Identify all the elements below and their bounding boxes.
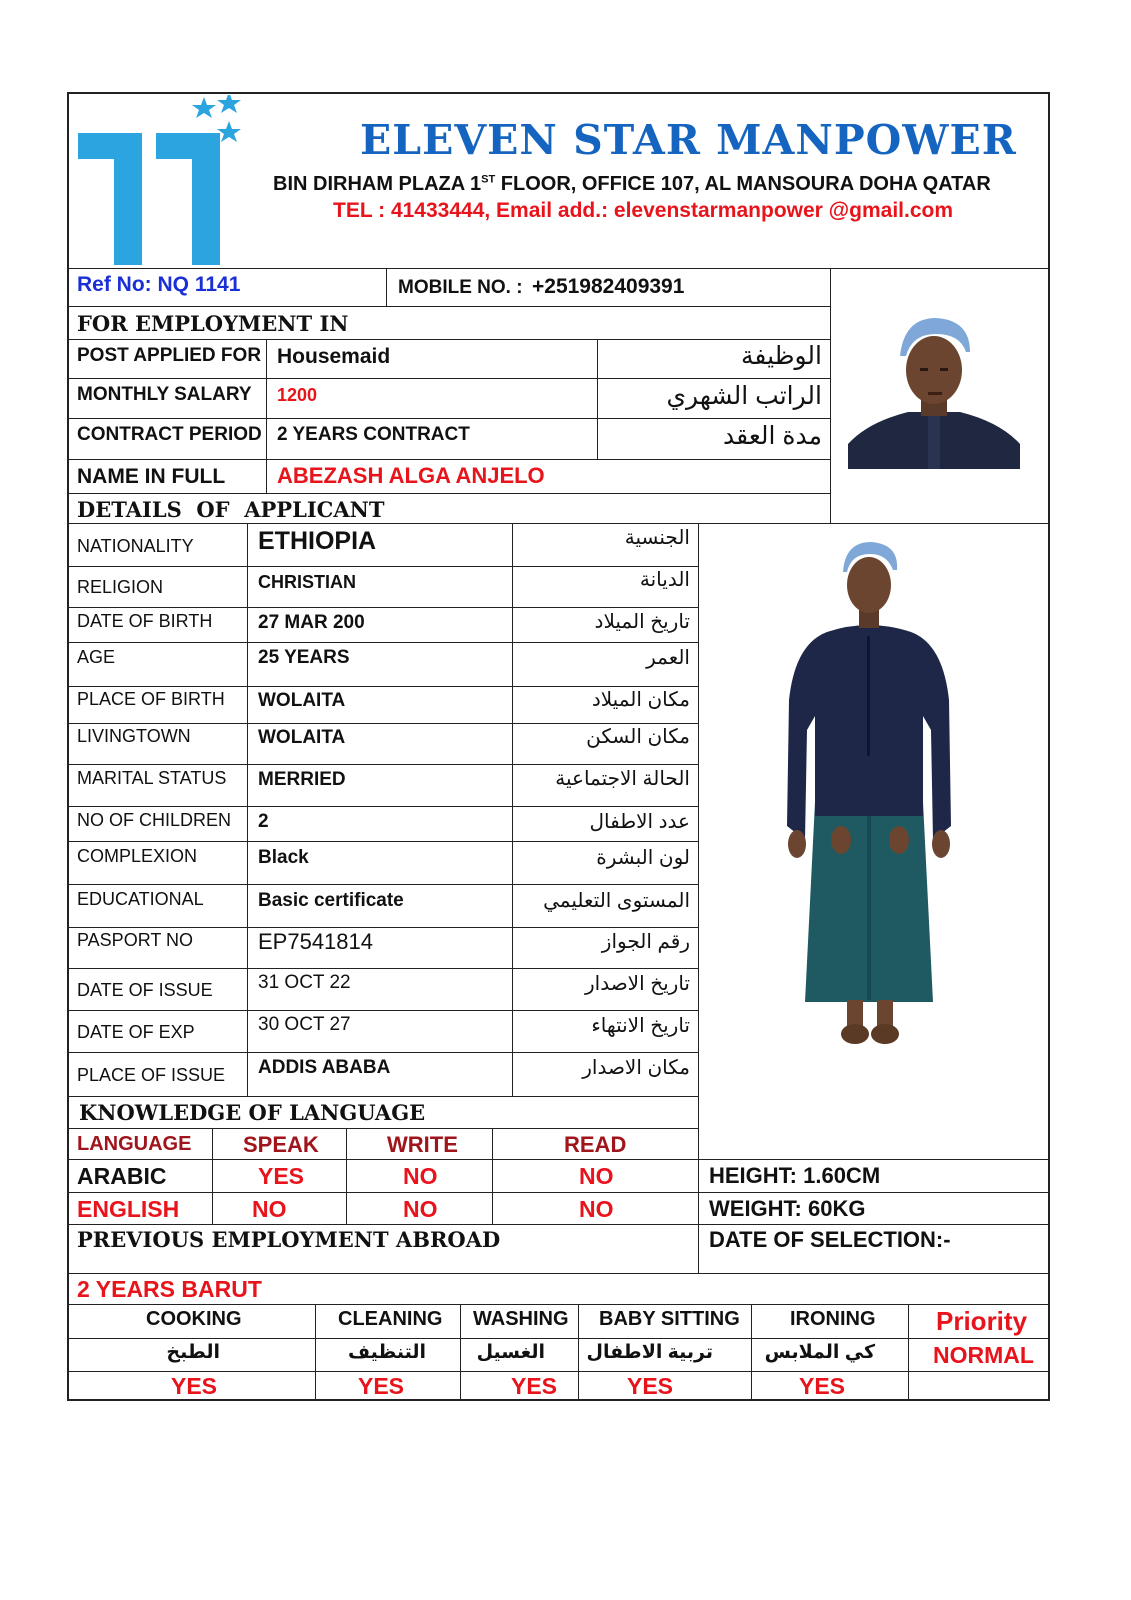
detail-ar: مكان الاصدار (582, 1057, 690, 1079)
company-logo (76, 95, 246, 267)
lang-row-write: NO (403, 1163, 438, 1189)
contact-email[interactable]: elevenstarmanpower @gmail.com (613, 199, 954, 222)
height-value: HEIGHT: 1.60CM (709, 1163, 881, 1188)
company-name: ELEVEN STAR MANPOWER (360, 116, 1017, 164)
priority-value: NORMAL (933, 1342, 1034, 1368)
detail-ar: عدد الاطفال (589, 811, 690, 833)
emp-ar-contract: مدة العقد (723, 422, 822, 450)
skill-ironing-value: YES (799, 1373, 846, 1399)
employment-heading: FOR EMPLOYMENT IN (77, 311, 349, 336)
detail-label: COMPLEXION (77, 846, 198, 866)
skill-cooking-ar: الطبخ (166, 1342, 220, 1363)
detail-label: PLACE OF ISSUE (77, 1065, 226, 1085)
detail-ar: تاريخ الميلاد (594, 611, 690, 633)
detail-label: LIVINGTOWN (77, 726, 191, 746)
emp-label-salary: MONTHLY SALARY (77, 384, 252, 405)
detail-ar: العمر (646, 647, 690, 669)
detail-value: 25 YEARS (258, 647, 350, 668)
skill-babysitting-ar: تربية الاطفال (586, 1342, 713, 1363)
detail-label: AGE (77, 647, 116, 667)
lang-row-name: ARABIC (77, 1163, 167, 1189)
emp-value-contract: 2 YEARS CONTRACT (277, 424, 470, 445)
address-sup: ST (481, 173, 496, 186)
skill-cleaning-en: CLEANING (338, 1308, 443, 1330)
address-part-2: FLOOR, OFFICE 107, AL MANSOURA DOHA QATAR (495, 173, 991, 195)
lang-row-name: ENGLISH (77, 1196, 180, 1222)
applicant-full-photo (783, 540, 955, 1050)
previous-heading: PREVIOUS EMPLOYMENT ABROAD (77, 1227, 501, 1252)
weight-value: WEIGHT: 60KG (709, 1196, 866, 1221)
detail-label: PASPORT NO (77, 930, 194, 950)
detail-value: 30 OCT 27 (258, 1014, 351, 1035)
lang-row-write: NO (403, 1196, 438, 1222)
lang-header-read: READ (564, 1132, 627, 1157)
lang-header-language: LANGUAGE (77, 1133, 192, 1155)
skill-washing-ar: الغسيل (476, 1342, 545, 1363)
skill-cleaning-ar: التنظيف (347, 1342, 426, 1363)
detail-value: Black (258, 847, 309, 868)
detail-label: RELIGION (77, 577, 164, 597)
detail-label: MARITAL STATUS (77, 768, 227, 788)
name-label: NAME IN FULL (77, 465, 226, 488)
lang-row-speak: NO (252, 1196, 287, 1222)
detail-label: PLACE OF BIRTH (77, 689, 225, 709)
detail-label: DATE OF EXP (77, 1022, 195, 1042)
detail-label: NO OF CHILDREN (77, 810, 232, 830)
emp-value-post: Housemaid (277, 345, 391, 368)
skill-washing-value: YES (511, 1373, 558, 1399)
detail-value: 27 MAR 200 (258, 612, 365, 633)
detail-value: EP7541814 (258, 929, 373, 954)
detail-ar: الديانة (639, 569, 690, 591)
detail-ar: الحالة الاجتماعية (555, 768, 690, 790)
mobile-label: MOBILE NO. : (398, 277, 523, 298)
lang-header-speak: SPEAK (243, 1132, 319, 1157)
detail-value: 2 (258, 811, 269, 832)
skill-washing-en: WASHING (473, 1308, 569, 1330)
ref-number: Ref No: NQ 1141 (77, 273, 241, 296)
emp-label-post: POST APPLIED FOR (77, 345, 262, 366)
skill-cleaning-value: YES (358, 1373, 405, 1399)
company-contact (333, 200, 953, 221)
mobile-value: +251982409391 (532, 275, 685, 298)
detail-ar: المستوى التعليمي (543, 890, 690, 912)
detail-value: Basic certificate (258, 890, 404, 911)
detail-label: NATIONALITY (77, 536, 194, 556)
detail-ar: الجنسية (624, 527, 690, 549)
detail-label: DATE OF ISSUE (77, 980, 213, 1000)
detail-value: CHRISTIAN (258, 572, 356, 592)
address-part-1: BIN DIRHAM PLAZA 1 (273, 173, 482, 195)
emp-ar-salary: الراتب الشهري (666, 382, 822, 410)
detail-label: EDUCATIONAL (77, 889, 204, 909)
detail-value: WOLAITA (258, 727, 346, 748)
applicant-portrait-photo (848, 312, 1020, 469)
detail-ar: تاريخ الانتهاء (591, 1015, 690, 1037)
emp-label-contract: CONTRACT PERIOD (77, 424, 262, 445)
previous-value: 2 YEARS BARUT (77, 1276, 262, 1302)
lang-row-speak: YES (258, 1163, 305, 1189)
detail-value: ADDIS ABABA (258, 1057, 391, 1078)
skill-ironing-en: IRONING (790, 1308, 876, 1330)
detail-ar: تاريخ الاصدار (584, 973, 690, 995)
date-of-selection: DATE OF SELECTION:- (709, 1227, 951, 1252)
lang-row-read: NO (579, 1163, 614, 1189)
details-heading: DETAILS OF APPLICANT (77, 497, 385, 522)
company-address (273, 174, 991, 194)
skill-cooking-value: YES (171, 1373, 218, 1399)
skill-babysitting-en: BABY SITTING (599, 1308, 740, 1330)
detail-ar: لون البشرة (596, 847, 690, 869)
lang-row-read: NO (579, 1196, 614, 1222)
detail-value: MERRIED (258, 769, 346, 790)
emp-ar-post: الوظيفة (741, 342, 822, 370)
name-value: ABEZASH ALGA ANJELO (277, 463, 545, 488)
detail-ar: مكان السكن (586, 726, 690, 748)
skill-ironing-ar: كي الملابس (764, 1342, 875, 1363)
contact-tel: TEL : 41433444, Email add.: (333, 199, 614, 222)
priority-label: Priority (936, 1306, 1028, 1336)
detail-ar: مكان الميلاد (591, 689, 690, 711)
detail-value: 31 OCT 22 (258, 972, 351, 993)
emp-value-salary: 1200 (277, 385, 318, 405)
language-heading: KNOWLEDGE OF LANGUAGE (79, 1100, 426, 1125)
detail-value: ETHIOPIA (258, 527, 377, 555)
skill-babysitting-value: YES (627, 1373, 674, 1399)
detail-value: WOLAITA (258, 690, 346, 711)
lang-header-write: WRITE (387, 1132, 458, 1157)
skill-cooking-en: COOKING (146, 1308, 242, 1330)
detail-ar: رقم الجواز (601, 931, 690, 953)
detail-label: DATE OF BIRTH (77, 611, 213, 631)
